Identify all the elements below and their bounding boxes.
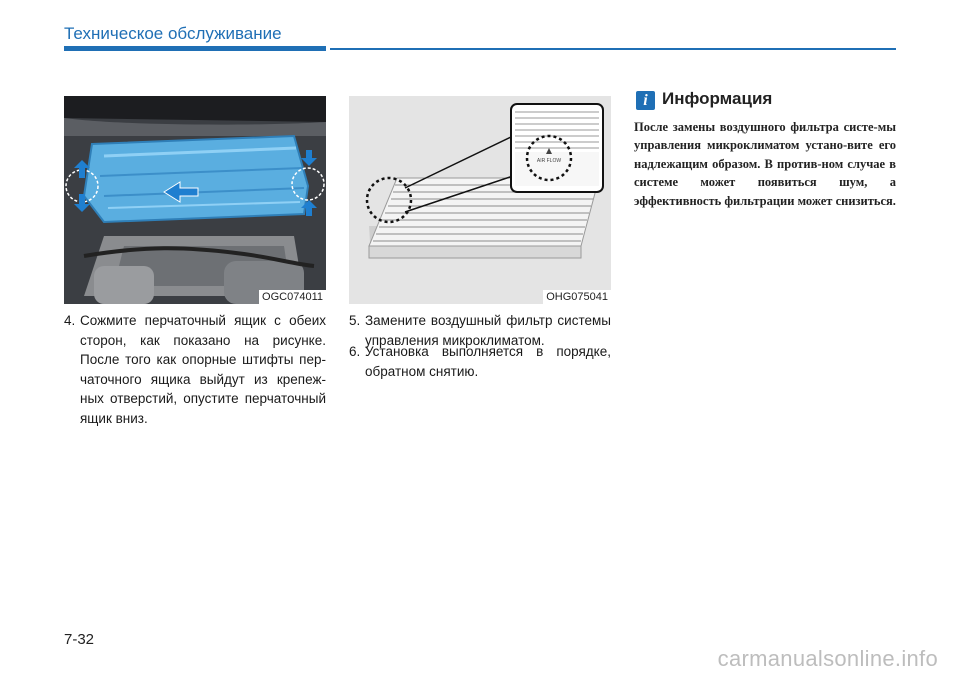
figure-code: OGC074011 bbox=[259, 290, 326, 304]
info-icon: i bbox=[636, 91, 655, 110]
step-6 bbox=[349, 342, 611, 381]
step-text: Сожмите перчаточный ящик с обеих сторон, как показано на рисунке. После того как опорные штифты пер-чаточного ящика выйдут из крепеж-ных отверстий, опустите перчаточный ящик вниз. bbox=[80, 313, 326, 426]
step-number: 6. bbox=[349, 344, 361, 359]
air-flow-label: AIR FLOW bbox=[536, 158, 562, 164]
step-4 bbox=[64, 311, 326, 428]
glovebox-removal-image bbox=[64, 96, 326, 304]
air-filter-image bbox=[349, 96, 611, 304]
figure-code: OHG075041 bbox=[543, 290, 611, 304]
step-text: Замените воздушный фильтр системы управления микроклиматом. bbox=[365, 313, 611, 348]
page-number: 7-32 bbox=[64, 631, 95, 648]
section-title: Техническое обслуживание bbox=[64, 24, 282, 43]
info-text: После замены воздушного фильтра систе-мы управления микроклиматом устано-вите его надлежащим образом. В против-ном случае в системе может появиться шум, а эффективность фильтрации может снизиться. bbox=[634, 120, 896, 208]
watermark: carmanualsonline.info bbox=[717, 646, 938, 671]
info-title: Информация bbox=[662, 89, 773, 108]
step-text: Установка выполняется в порядке, обратном снятию. bbox=[365, 344, 611, 379]
header-rule-thin bbox=[330, 48, 896, 50]
step-number: 5. bbox=[349, 313, 361, 328]
glovebox-illustration bbox=[64, 96, 326, 304]
air-filter-illustration bbox=[349, 96, 611, 304]
step-number: 4. bbox=[64, 313, 76, 328]
header-rule-thick bbox=[64, 46, 326, 51]
